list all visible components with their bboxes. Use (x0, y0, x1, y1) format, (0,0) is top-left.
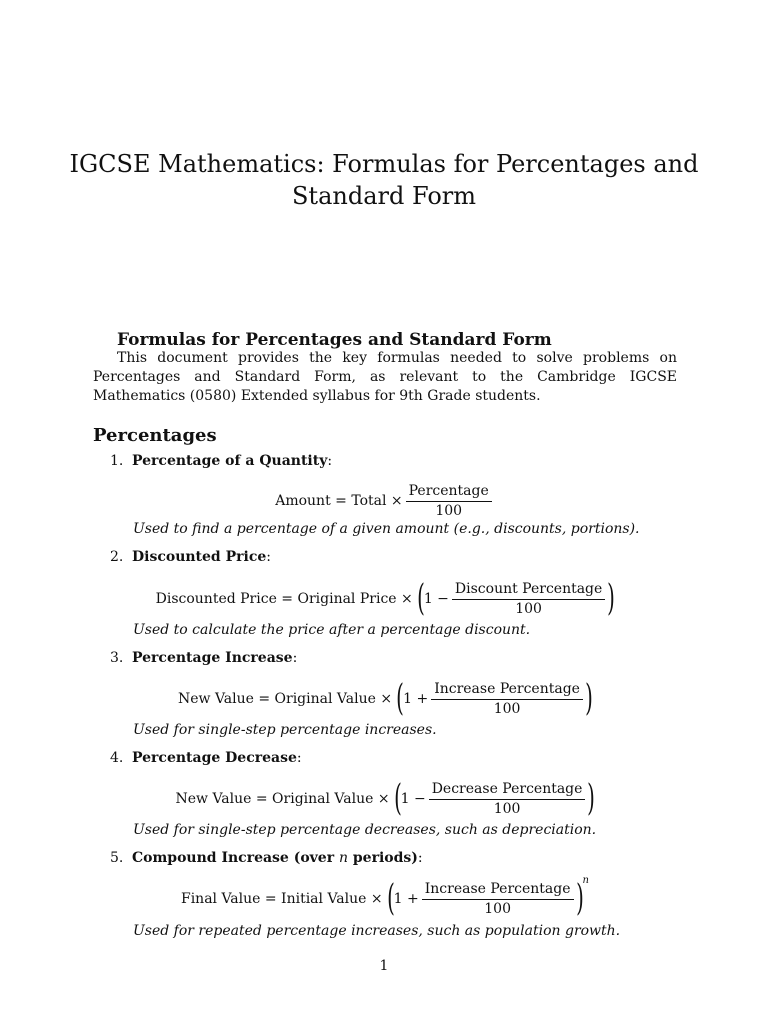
equation-inner: 1 + (403, 691, 429, 707)
formula-4-note: Used for single-step percentage decreases, such as depreciation. (133, 822, 597, 838)
item-name-pre: Compound Increase (over (132, 850, 339, 866)
fraction-denominator: 100 (493, 800, 521, 817)
item-name: Percentage Decrease (132, 750, 297, 766)
left-paren: ( (396, 678, 404, 719)
equation-lhs: New Value = Original Value × (175, 791, 390, 807)
right-paren: ) (607, 578, 616, 619)
fraction-numerator: Percentage (406, 483, 492, 502)
equation-lhs: Amount = Total × (275, 493, 403, 509)
left-paren: ( (386, 878, 395, 919)
fraction (431, 681, 583, 718)
colon: : (296, 750, 302, 766)
item-name-post: periods) (348, 850, 418, 866)
right-paren: ) (587, 778, 596, 819)
item-number: 4. (110, 750, 124, 766)
left-paren: ( (416, 578, 425, 619)
equation-lhs: Discounted Price = Original Price × (155, 591, 413, 607)
fraction-numerator: Decrease Percentage (429, 781, 586, 800)
formula-5-note: Used for repeated percentage increases, such as population growth. (133, 923, 621, 939)
left-paren: ( (393, 778, 402, 819)
formula-item-3-heading (110, 650, 297, 666)
fraction (406, 483, 492, 520)
fraction-denominator: 100 (493, 700, 521, 717)
fraction (452, 581, 605, 618)
item-name (132, 850, 418, 866)
colon: : (417, 850, 423, 866)
fraction (429, 781, 586, 818)
item-number: 5. (110, 850, 124, 866)
fraction-numerator: Discount Percentage (452, 581, 605, 600)
fraction (422, 881, 574, 918)
colon: : (292, 650, 298, 666)
subsection-heading-percentages: Percentages (93, 425, 217, 446)
colon: : (327, 453, 333, 469)
fraction-denominator: 100 (515, 600, 542, 617)
equation-inner: 1 + (393, 891, 419, 907)
formula-1-equation (93, 479, 677, 523)
formula-2-equation (93, 577, 677, 621)
colon: : (266, 549, 271, 565)
formula-1-note: Used to find a percentage of a given amount (e.g., discounts, portions). (133, 521, 640, 537)
formula-4-equation (93, 777, 677, 821)
fraction-numerator: Increase Percentage (431, 681, 583, 700)
item-name-variable: n (338, 850, 348, 866)
item-number: 1. (110, 453, 124, 469)
item-number: 2. (110, 549, 124, 565)
formula-item-2-heading (110, 549, 271, 565)
formula-3-equation (93, 677, 677, 721)
section-title: Formulas for Percentages and Standard Form (117, 330, 552, 350)
intro-paragraph: This document provides the key formulas needed to solve problems on Percentages and Standard Form, as relevant to the Cambridge IGCSE Mathematics (0580) Extended syllabus for 9th Grade students. (93, 350, 677, 404)
right-paren: ) (585, 678, 593, 719)
equation-inner: 1 − (423, 591, 449, 607)
exponent: n (582, 875, 589, 886)
page-number: 1 (379, 958, 389, 974)
item-number: 3. (110, 650, 124, 666)
formula-5-equation (93, 877, 677, 921)
fraction-numerator: Increase Percentage (422, 881, 574, 900)
formula-item-5-heading (110, 850, 423, 866)
item-name: Percentage Increase (132, 650, 293, 666)
formula-3-note: Used for single-step percentage increases. (133, 722, 437, 738)
formula-2-note: Used to calculate the price after a percentage discount. (133, 622, 531, 638)
equation-inner: 1 − (400, 791, 426, 807)
equation-lhs: New Value = Original Value × (177, 691, 393, 707)
formula-item-1-heading (110, 453, 332, 469)
formula-item-4-heading (110, 750, 302, 766)
item-name: Discounted Price (132, 549, 267, 565)
equation-lhs: Final Value = Initial Value × (180, 891, 383, 907)
right-paren: ) (575, 878, 584, 919)
fraction-denominator: 100 (484, 900, 511, 917)
document-title: IGCSE Mathematics: Formulas for Percentages and Standard Form (69, 150, 699, 210)
fraction-denominator: 100 (435, 502, 463, 519)
item-name: Percentage of a Quantity (132, 453, 328, 469)
